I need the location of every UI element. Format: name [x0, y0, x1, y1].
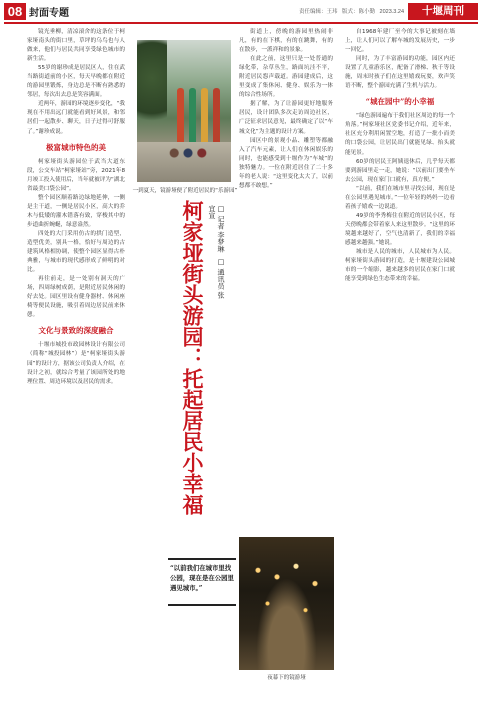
photo-caption: 一到夏天，镜游垭便了附近居民的“乐游园” [132, 188, 238, 194]
paragraph: 自1968年建厂至今的大事记被刻在墙上，让人们可以了解车城的发展历史，一步一回忆。 [345, 29, 455, 54]
pull-quote: “以前我们在城市里找公园，现在是在公园里遇见城市。” [168, 558, 236, 606]
paragraph: 再往前走，是一处别有洞天的广场，四周绿树成荫，是附近居民休闲的好去处。园区里设有健身器材、休闲座椅等便民设施，吸引着周边居民前来休憩。 [27, 276, 125, 319]
gate-pillar [189, 88, 196, 148]
paragraph: 柯家垭街头游园位于武当大道东段，公交车站“柯家垭站”旁，2021年8月竣工投入使用后，当年就被评为“湖北省最美口袋公园”。 [27, 158, 125, 192]
paragraph: 十堰市城投市政园林设计有限公司（简称“城投园林”）是“柯家垭街头游园”的设计方，据该公司负责人介绍，在设计之初，就综合考量了该园所处的地理位置、周边环境以及居民的需求。 [27, 342, 125, 385]
reporter-credit: □ 记者 李梦琳 [217, 205, 225, 253]
paragraph: “以前，我们在城市里寻找公园，现在是在公园里遇见城市。”一位年轻的妈妈一边看着孩子嬉戏一边说道。 [345, 185, 455, 210]
tree-shape [137, 40, 167, 135]
editor-meta [296, 7, 404, 15]
section-heading: 文化与景致的深度融合 [38, 326, 114, 336]
byline [207, 205, 225, 305]
editor-credit: 责任编辑：王玮 [298, 9, 338, 15]
page-number: 08 [4, 3, 26, 20]
paragraph: 55岁的谢珍成是居民区人，住在武当路街道前的小区，每天早晚都在附近的游园里锻炼，身边总是不断有熟悉的邻居，每次出去总是笑容满面。 [27, 65, 125, 99]
park-gate-photo [137, 40, 231, 182]
article-title: 柯家垭街头游园：托起居民小幸福 [180, 200, 205, 515]
section-title: 封面专题 [29, 8, 69, 19]
paragraph: 49岁的李秀梅住在附近的居民小区，每天傍晚都会带着家人来这里散步。“这里的环境越来越好了，空气也清新了，我们的幸福感越来越强。”她说。 [345, 212, 455, 246]
paragraph: 据了解，为了让游园更好地服务居民，设计团队多次走访周边社区，广泛征求居民意见，最终确定了以“车城文化”为主题的设计方案。 [239, 101, 333, 135]
gate-pillar [201, 88, 208, 148]
seated-residents [165, 145, 211, 161]
string-lights [239, 537, 334, 670]
article-column-1 [27, 28, 125, 387]
paragraph: 整个园区顺着路边绿地延伸，一侧是主干道，一侧是居民小区，高大的乔木与低矮的灌木错落有致，穿梭其中的步道曲折蜿蜒，绿意盎然。 [27, 194, 125, 228]
paragraph: 镜光垂柳，清凉滚舍的这条位于柯家垭南头的街口里，草坪的乌鸟也与人做来，他们与居民共同享受绿色城市的新生活。 [27, 29, 125, 63]
paragraph: 街道上，傍晚的游园里热闹非凡，有的在下棋，有的在跳舞，有的在散步，一派祥和的景象。 [239, 29, 333, 54]
photo-caption: 夜幕下的镜游垭 [267, 675, 306, 681]
header-rule [4, 22, 478, 24]
paragraph: 近两年，游园的环境逐步变化，“我现在不用出远门就能看到好风景，和邻居们一起散步、聊天，日子过得可舒服了。”谢珍成说。 [27, 101, 125, 135]
section-heading: 极富城市特色的美 [46, 142, 106, 152]
night-park-photo [239, 537, 334, 670]
gate-pillar [177, 88, 184, 148]
paragraph: 城市是人民的城市，人民城市为人民。柯家垭街头游园的打造，是十堰建设公园城市的一个缩影，越来越多的居民在家门口就能享受到绿色生态带来的幸福。 [345, 249, 455, 283]
section-heading: “城在园中”的小幸福 [365, 97, 435, 107]
article-column-3 [239, 28, 333, 191]
article-column-4 [345, 28, 455, 284]
page-header [0, 0, 482, 22]
paragraph: 园区中的景观小品、雕塑等都融入了汽车元素，让人们在休闲娱乐的同时，也能感受到十堰作为“车城”的独特魅力。一位在附近居住了二十多年的老人说：“这里变化太大了，以前想都不敢想。” [239, 137, 333, 189]
paragraph: 在此之前，这里只是一处普通的绿化带，杂草丛生，路面坑洼不平，附近居民怨声载道。游园建成后，这里变成了集休闲、健身、娱乐为一体的综合性场所。 [239, 56, 333, 99]
gate-pillar [213, 88, 220, 148]
paragraph: “绿色游园遍布于我们社区周边的每一个角落。”柯家垭社区党委书记介绍，近年来，社区充分利用闲置空地，打造了一批小而美的口袋公园，让居民出门就能见绿、抬头就能见景。 [345, 113, 455, 156]
paragraph: 60岁的居民王阿姨退休后，几乎每天都要到游园里走一走，她说：“以前出门要坐车去公园，现在家门口就有，真方便。” [345, 158, 455, 183]
publication-brand: 十堰周刊 [408, 3, 478, 20]
paragraph: 四处的大门采用仿古的拱门造型，造型优美，别具一格，恰好与周边的古建筑风格相协调，使整个园区显得古朴典雅，与城市的现代感形成了鲜明的对比。 [27, 230, 125, 274]
correspondent-credit: □ 通讯员 张宜宣 [208, 205, 225, 299]
paragraph: 同时，为了丰富游园的功能，园区内还设置了儿童游乐区，配备了滑梯、秋千等设施，周末时孩子们在这里嬉戏玩耍，欢声笑语不断，整个游园充满了生机与活力。 [345, 56, 455, 90]
issue-date: 2023.3.24 [379, 9, 404, 15]
layout-credit: 版式：陈小勤 [341, 9, 375, 15]
